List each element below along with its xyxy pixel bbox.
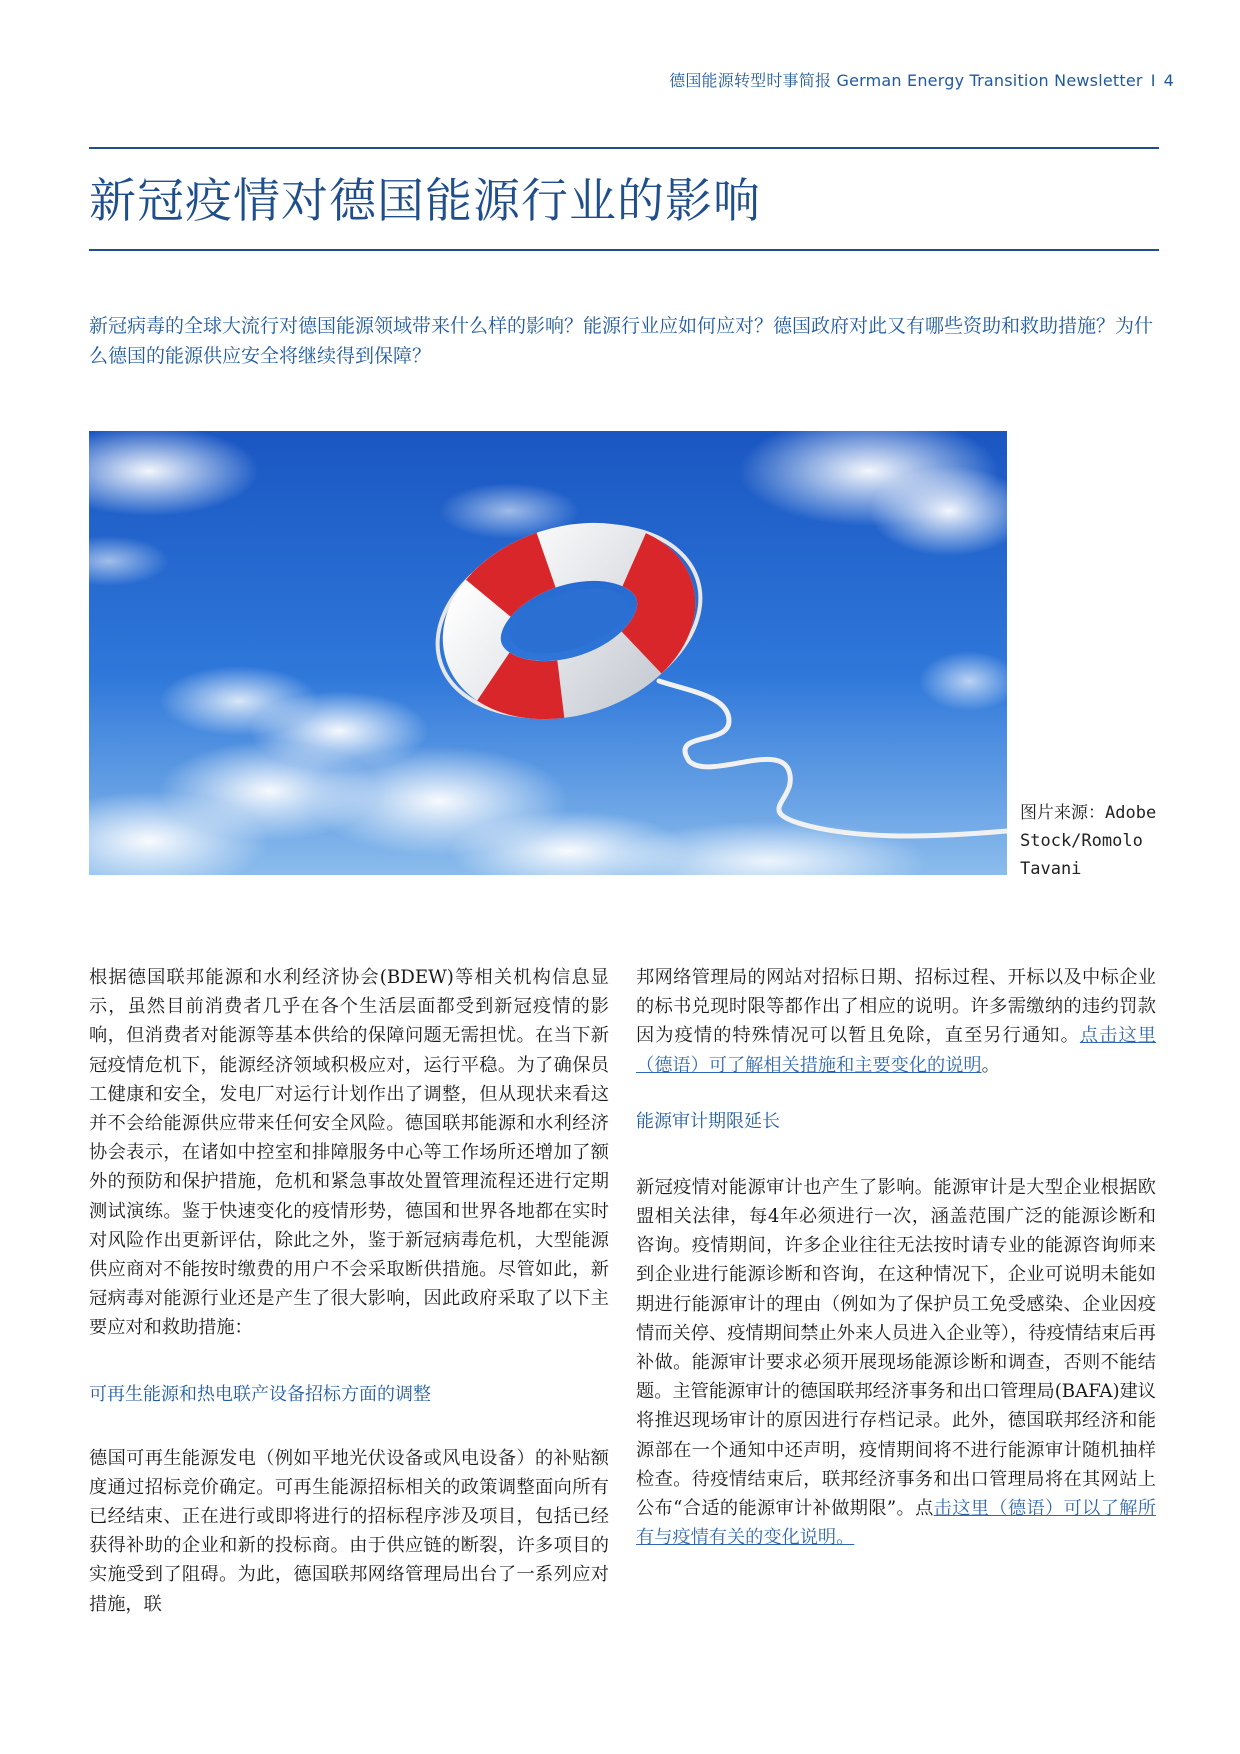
lead-paragraph: 新冠病毒的全球大流行对德国能源领域带来什么样的影响？能源行业应如何应对？德国政府对此又有哪些资助和救助措施？为什么德国的能源供应安全将继续得到保障？ — [89, 315, 1154, 367]
covid-changes-link[interactable]: 击这里（德语）可以了解所有与疫情有关的变化说明。 — [636, 1498, 1156, 1549]
image-caption: 图片来源：Adobe Stock/Romolo Tavani — [1020, 803, 1157, 879]
tenders-paragraph: 德国可再生能源发电（例如平地光伏设备或风电设备）的补贴额度通过招标竞价确定。可再生能源招标相关的政策调整面向所有已经结束、正在进行或即将进行的招标程序涉及项目，包括已经获得补助的企业和新的投标商。由于供应链的断裂，许多项目的实施受到了阻碍。为此，德国联邦网络管理局出台了一系列应对措施，联 — [89, 1447, 609, 1615]
newsletter-title-cn: 德国能源转型时事简报 — [669, 71, 832, 90]
left-column — [89, 963, 609, 1619]
audit-text: 新冠疫情对能源审计也产生了影响。能源审计是大型企业根据欧盟相关法律，每4年必须进行一次，涵盖范围广泛的能源诊断和咨询。疫情期间，许多企业往往无法按时请专业的能源咨询师来到企业进行能源诊断和咨询，在这种情况下，企业可说明未能如期进行能源审计的理由（例如为了保护员工免受感染、企业因疫情而关停、疫情期间禁止外来人员进入企业等），待疫情结束后再补做。能源审计要求必须开展现场能源诊断和调查，否则不能结题。主管能源审计的德国联邦经济事务和出口管理局(BAFA)建议将推迟现场审计的原因进行存档记录。此外，德国联邦经济和能源部在一个通知中还声明，疫情期间将不进行能源审计随机抽样检查。待疫情结束后，联邦经济事务和出口管理局将在其网站上公布“合适的能源审计补做期限”。点 — [636, 1176, 1156, 1520]
lifebuoy-photo — [89, 431, 1007, 875]
tenders-text: 邦网络管理局的网站对招标日期、招标过程、开标以及中标企业的标书兑现时限等都作出了相应的说明。许多需缴纳的违约罚款因为疫情的特殊情况可以暂且免除，直至另行通知。 — [636, 967, 1156, 1047]
title-top-rule — [89, 147, 1159, 149]
header-separator: I — [1150, 71, 1156, 90]
right-column — [636, 963, 1156, 1552]
intro-paragraph: 根据德国联邦能源和水利经济协会(BDEW)等相关机构信息显示，虽然目前消费者几乎在各个生活层面都受到新冠疫情的影响，但消费者对能源等基本供给的保障问题无需担忧。在当下新冠疫情危机下，能源经济领域积极应对，运行平稳。为了确保员工健康和安全，发电厂对运行计划作出了调整，但从现状来看这并不会给能源供应带来任何安全风险。德国联邦能源和水利经济协会表示，在诸如中控室和排障服务中心等工作场所还增加了额外的预防和保护措施，危机和紧急事故处置管理流程还进行定期测试演练。鉴于快速变化的疫情形势，德国和世界各地都在实时对风险作出更新评估，除此之外，鉴于新冠病毒危机，大型能源供应商对不能按时缴费的用户不会采取断供措施。尽管如此，新冠病毒对能源行业还是产生了很大影响，因此政府采取了以下主要应对和救助措施： — [89, 967, 609, 1339]
tenders-paragraph-continued — [636, 963, 1156, 1080]
page-header — [669, 68, 1174, 91]
audit-paragraph — [636, 1173, 1156, 1553]
title-bottom-rule — [89, 249, 1159, 251]
page-title: 新冠疫情对德国能源行业的影响 — [89, 174, 761, 229]
section-heading-tenders: 可再生能源和热电联产设备招标方面的调整 — [89, 1383, 431, 1405]
page-number: 4 — [1163, 71, 1174, 90]
newsletter-title-en: German Energy Transition Newsletter — [836, 71, 1143, 90]
measures-link[interactable]: 点击这里（德语）可了解相关措施和主要变化的说明 — [636, 1025, 1156, 1076]
tenders-text-end: 。 — [981, 1054, 1000, 1076]
section-heading-audit: 能源审计期限延长 — [636, 1110, 780, 1132]
